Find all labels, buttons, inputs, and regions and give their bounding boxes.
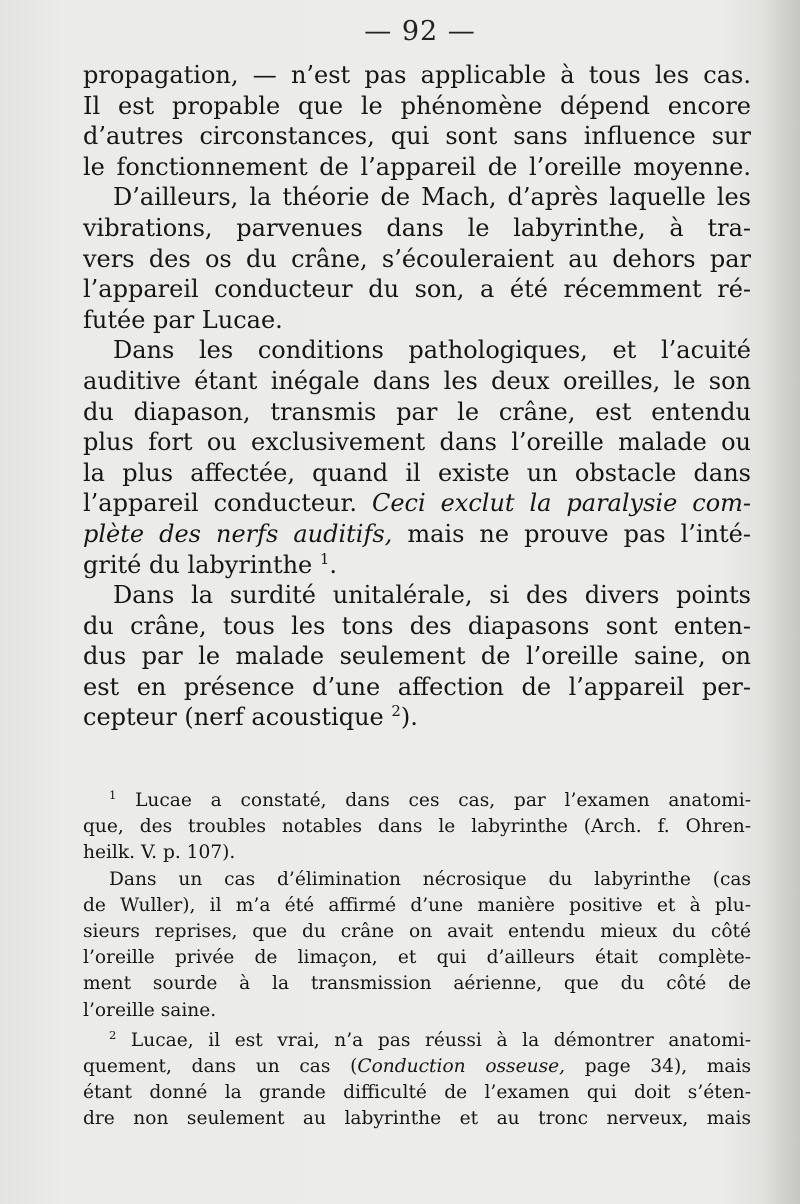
text-segment: dus par le malade seulement de l’oreille saine, on: [83, 642, 751, 671]
text-segment: du crâne, tous les tons des diapasons sont enten-: [83, 611, 751, 640]
body-text-line: [83, 244, 751, 275]
text-segment: Lucae, il est vrai, n’a pas réussi à la démontrer anatomi-: [116, 1029, 751, 1051]
text-segment: l’appareil conducteur.: [83, 489, 372, 518]
main-body-text: [83, 60, 751, 733]
text-segment: auditive étant inégale dans les deux oreilles, le son: [83, 366, 751, 395]
body-text-line: [83, 672, 751, 703]
footnote-line: [83, 998, 751, 1024]
text-segment: Il est propable que le phénomène dépend encore: [83, 91, 751, 120]
text-segment: grité du labyrinthe: [83, 550, 320, 579]
text-segment: l’oreille saine.: [83, 999, 217, 1021]
text-segment: heilk. V. p. 107).: [83, 842, 236, 864]
text-segment: est en présence d’une affection de l’appareil per-: [83, 672, 751, 701]
body-text-line: [83, 458, 751, 489]
text-segment: Dans les conditions pathologiques, et l’acuité: [113, 336, 751, 365]
footnote-marker: 2: [109, 1027, 117, 1042]
footnote-line: [83, 1106, 751, 1132]
footnote-line: [83, 1028, 751, 1054]
text-segment: Dans la surdité unitalérale, si des divers points: [113, 581, 751, 610]
text-segment: cepteur (nerf acoustique: [83, 703, 392, 732]
body-text-line: [83, 427, 751, 458]
body-text-line: [83, 274, 751, 305]
text-segment: mais ne prouve pas l’inté-: [392, 519, 751, 548]
footnote-line: [83, 1054, 751, 1080]
body-text-line: [83, 91, 751, 122]
footnote-line: [83, 840, 751, 866]
text-segment: propagation, — n’est pas applicable à tous les cas.: [83, 61, 751, 89]
body-text-line: [83, 519, 751, 550]
footnote-marker: 1: [109, 787, 117, 802]
footnote-line: [83, 971, 751, 997]
text-segment: étant donné la grande difficulté de l’examen qui doit s’éten-: [83, 1082, 751, 1104]
footnote-line: [83, 788, 751, 814]
body-text-line: [83, 641, 751, 672]
body-text-line: [83, 121, 751, 152]
footnotes: [83, 788, 751, 1132]
body-text-line: [83, 366, 751, 397]
body-text-line: [83, 488, 751, 519]
text-segment: d’autres circonstances, qui sont sans influence sur: [83, 122, 751, 151]
footnote-marker: 2: [391, 702, 401, 721]
text-segment: la plus affectée, quand il existe un obstacle dans: [83, 458, 751, 487]
footnote-line: [83, 919, 751, 945]
text-segment: ).: [400, 703, 418, 732]
body-text-line: [83, 152, 751, 183]
text-segment: ment sourde à la transmission aérienne, que du côté de: [83, 973, 751, 995]
text-segment: quement, dans un cas (: [83, 1055, 358, 1077]
body-text-line: [83, 397, 751, 428]
text-segment: .: [329, 550, 337, 579]
text-segment: Lucae a constaté, dans ces cas, par l’examen anatomi-: [116, 790, 751, 811]
body-text-line: [83, 580, 751, 611]
text-segment: que, des troubles notables dans le labyrinthe (Arch. f. Ohren-: [83, 816, 751, 838]
italic-text: Ceci exclut la paralysie com-: [371, 489, 752, 518]
italic-text: Conduction osseuse,: [357, 1055, 566, 1077]
body-text-line: [83, 335, 751, 366]
page-number: — 92 —: [364, 16, 476, 47]
body-text-line: [83, 182, 751, 213]
text-segment: l’appareil conducteur du son, a été récemment ré-: [83, 275, 751, 304]
footnote-line: [83, 1080, 751, 1106]
body-text-line: [83, 305, 751, 336]
body-text-line: [83, 60, 751, 91]
text-segment: Dans un cas d’élimination nécrosique du labyrinthe (cas: [109, 868, 751, 890]
footnote-line: [83, 945, 751, 971]
text-segment: vibrations, parvenues dans le labyrinthe, à tra-: [83, 213, 751, 242]
footnote-line: [83, 814, 751, 840]
text-segment: page 34), mais: [565, 1055, 751, 1077]
footnote-marker: 1: [319, 549, 330, 568]
body-text-line: [83, 213, 751, 244]
text-segment: sieurs reprises, que du crâne on avait entendu mieux du côté: [83, 920, 751, 942]
text-segment: dre non seulement au labyrinthe et au tronc nerveux, mais: [83, 1108, 751, 1130]
text-segment: le fonctionnement de l’appareil de l’oreille moyenne.: [83, 152, 751, 181]
text-segment: du diapason, transmis par le crâne, est entendu: [83, 397, 751, 426]
footnote-line: [83, 893, 751, 919]
text-segment: futée par Lucae.: [83, 305, 283, 334]
text-segment: plus fort ou exclusivement dans l’oreille malade ou: [83, 428, 751, 457]
text-segment: D’ailleurs, la théorie de Mach, d’après laquelle les: [113, 183, 751, 212]
body-text-line: [83, 550, 751, 581]
text-segment: vers des os du crâne, s’écouleraient au dehors par: [83, 244, 751, 273]
text-segment: l’oreille privée de limaçon, et qui d’ailleurs était complète-: [83, 947, 751, 969]
body-text-line: [83, 611, 751, 642]
body-text-line: [83, 702, 751, 733]
page-edge-shadow: [762, 0, 800, 1204]
text-segment: de Wuller), il m’a été affirmé d’une manière positive et à plu-: [83, 894, 751, 916]
footnote-line: [83, 867, 751, 893]
italic-text: plète des nerfs auditifs,: [83, 519, 393, 548]
